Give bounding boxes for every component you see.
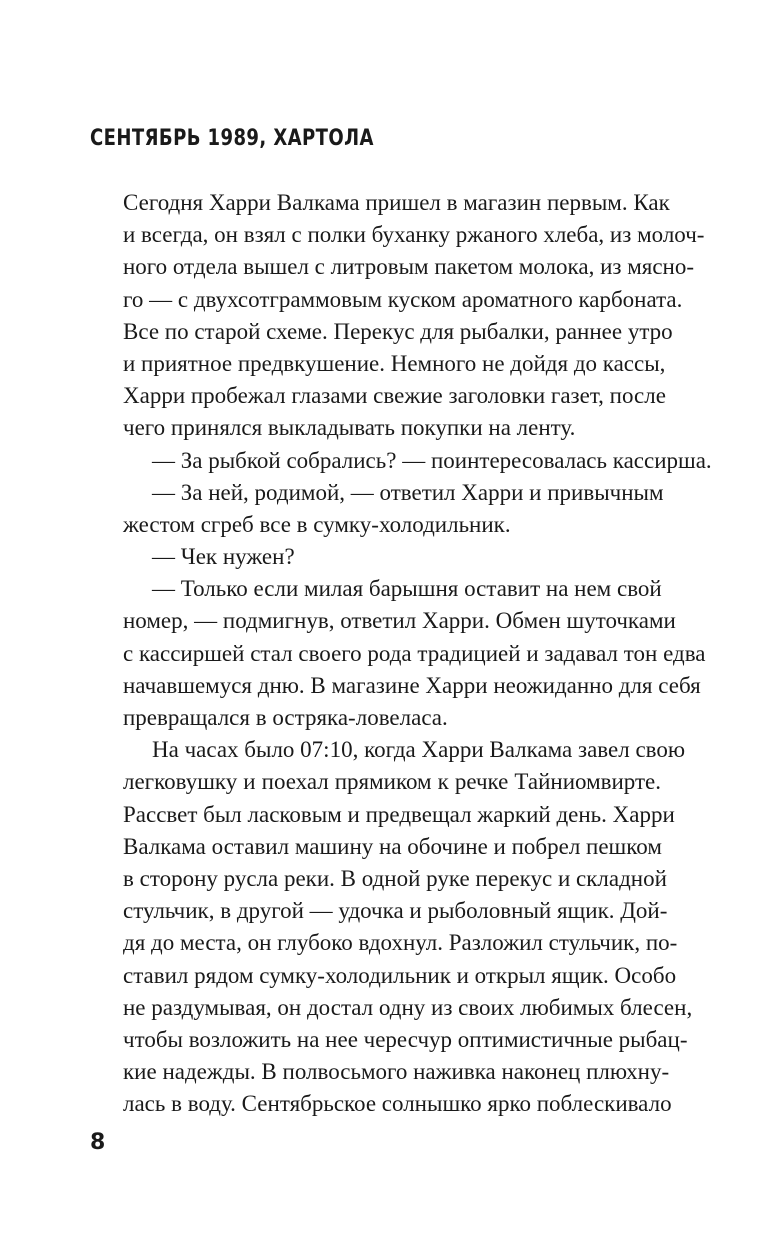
text-line: дя до места, он глубоко вдохнул. Разложил стульчик, по-: [123, 930, 678, 956]
body-text: [123, 187, 712, 1120]
chapter-heading: СЕНТЯБРЬ 1989, ХАРТОЛА: [90, 126, 374, 151]
text-line: кие надежды. В полвосьмого наживка наконец плюхну-: [123, 1059, 670, 1085]
text-line: Рассвет был ласковым и предвещал жаркий день. Харри: [123, 801, 675, 827]
text-line: в сторону русла реки. В одной руке перекус и складной: [123, 865, 667, 891]
text-line: и всегда, он взял с полки буханку ржаного хлеба, из молоч-: [123, 222, 705, 248]
text-line: ставил рядом сумку-холодильник и открыл ящик. Особо: [123, 962, 677, 988]
text-line: жестом сгреб все в сумку-холодильник.: [123, 511, 511, 537]
text-line: ного отдела вышел с литровым пакетом молока, из мясно-: [123, 254, 695, 280]
text-line: превращался в остряка-ловеласа.: [123, 705, 448, 730]
text-line: номер, — подмигнув, ответил Харри. Обмен шуточками: [123, 608, 676, 634]
page-number: 8: [90, 1130, 106, 1155]
text-line: стульчик, в другой — удочка и рыболовный ящик. Дой-: [123, 898, 668, 924]
text-line: го — с двухсотграммовым куском ароматного карбоната.: [123, 286, 683, 312]
text-line: и приятное предвкушение. Немного не дойдя до кассы,: [123, 350, 666, 376]
text-line: — Чек нужен?: [152, 544, 295, 570]
text-line: лась в воду. Сентябрьское солнышко ярко поблескивало: [123, 1091, 672, 1117]
text-line: начавшемуся дню. В магазине Харри неожиданно для себя: [123, 672, 701, 698]
text-line: — За рыбкой собрались? — поинтересовалась кассирша.: [152, 447, 712, 473]
text-line: чтобы возложить на нее чересчур оптимистичные рыбац-: [123, 1026, 688, 1052]
text-line: легковушку и поехал прямиком к речке Тайниомвирте.: [123, 769, 661, 795]
text-line: Валкама оставил машину на обочине и побрел пешком: [123, 833, 662, 859]
text-line: Все по старой схеме. Перекус для рыбалки, раннее утро: [123, 318, 673, 344]
text-line: с кассиршей стал своего рода традицией и задавал тон едва: [123, 640, 706, 666]
text-line: — За ней, родимой, — ответил Харри и привычным: [152, 479, 664, 505]
text-line: Харри пробежал глазами свежие заголовки газет, после: [123, 383, 666, 409]
text-line: Сегодня Харри Валкама пришел в магазин первым. Как: [123, 190, 670, 215]
text-line: не раздумывая, он достал одну из своих любимых блесен,: [123, 994, 693, 1020]
text-line: — Только если милая барышня оставит на нем свой: [152, 576, 662, 602]
text-line: На часах было 07:10, когда Харри Валкама завел свою: [152, 737, 686, 763]
text-line: чего принялся выкладывать покупки на ленту.: [123, 415, 576, 441]
